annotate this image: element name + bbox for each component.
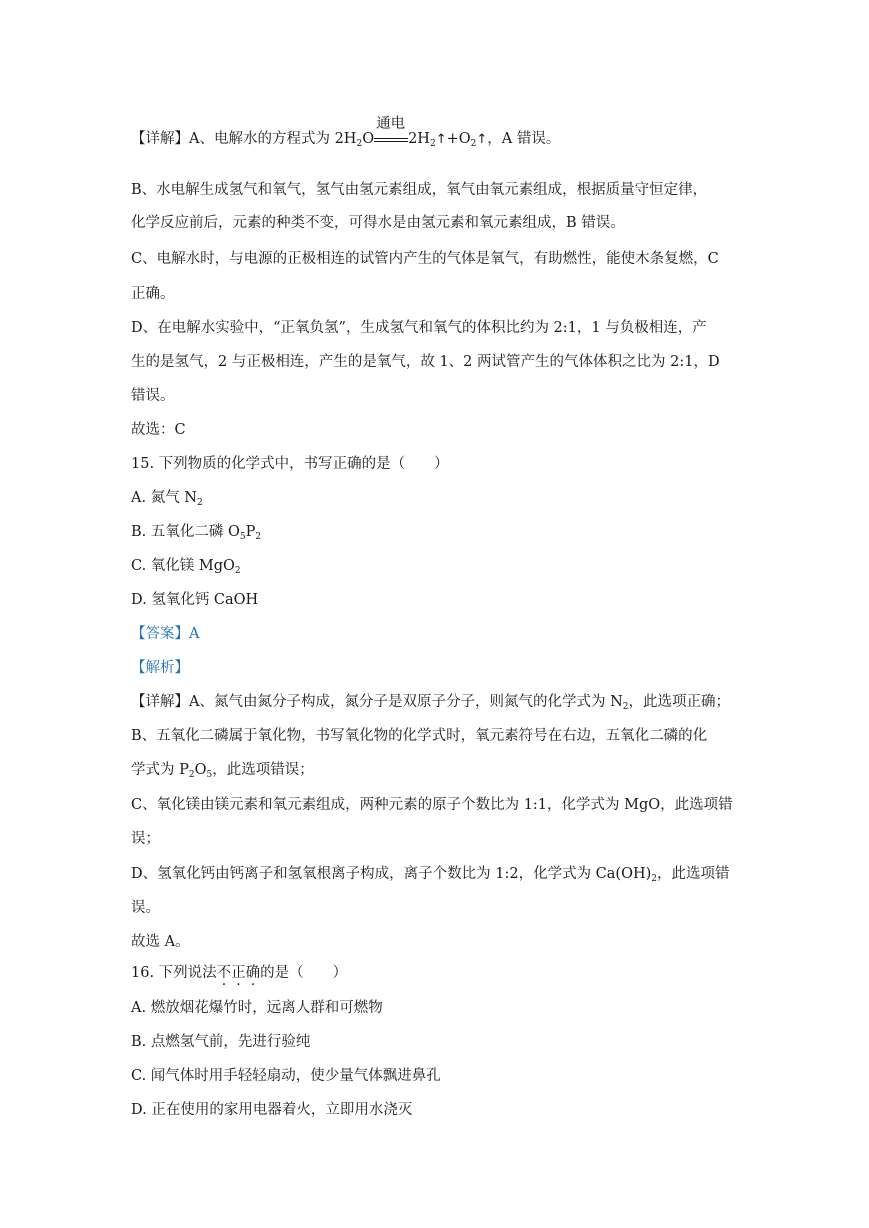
q15-explanation-c-line-1: C、氧化镁由镁元素和氧元素组成，两种元素的原子个数比为 1:1，化学式为 MgO，此选项错 xyxy=(131,797,733,813)
emphasis-dot: 正 xyxy=(231,965,246,981)
emphasis-dot: 确 xyxy=(245,965,261,981)
q16-option-d: D. 正在使用的家用电器着火，立即用水浇灭 xyxy=(131,1102,413,1118)
q15-answer: 【答案】A xyxy=(131,626,200,642)
q15-option-d: D. 氢氧化钙 CaOH xyxy=(131,592,259,608)
reaction-condition: 通电 xyxy=(374,129,408,149)
equals-bar xyxy=(374,138,408,142)
q15-option-a: A. 氮气 $N_2$ xyxy=(131,490,203,508)
q15-explanation-d-line-2: 误。 xyxy=(131,900,160,916)
q14-option-b-line-2: 化学反应前后，元素的种类不变，可得水是由氢元素和氧元素组成，B 错误。 xyxy=(131,215,625,231)
q16-option-c: C. 闻气体时用手轻轻扇动，使少量气体飘进鼻孔 xyxy=(131,1068,441,1084)
q14-option-c-line-2: 正确。 xyxy=(131,286,175,302)
q15-explanation-d-line-1: D、氢氧化钙由钙离子和氢氧根离子构成，离子个数比为 1:2，化学式为 $Ca(OH)_2$，此选项错 xyxy=(131,866,730,884)
gas-arrow-icon: ↑ xyxy=(435,132,447,147)
q15-stem: 15. 下列物质的化学式中，书写正确的是（ ） xyxy=(131,456,449,472)
q15-choice: 故选 A。 xyxy=(131,934,190,950)
q15-explanation-a: 【详解】A、氮气由氮分子构成，氮分子是双原子分子，则氮气的化学式为 $N_2$，此选项正确； xyxy=(131,694,730,712)
q15-explanation-b-line-2: 学式为 $P_2O_5$，此选项错误； xyxy=(131,762,314,780)
q15-option-b: B. 五氧化二磷 $O_5P_2$ xyxy=(131,524,262,542)
q16-option-a: A. 燃放烟花爆竹时，远离人群和可燃物 xyxy=(131,1000,383,1016)
q14-choice: 故选：C xyxy=(131,422,186,438)
q14-option-c-line-1: C、电解水时，与电源的正极相连的试管内产生的气体是氧气，有助燃性，能使木条复燃，C xyxy=(131,251,719,267)
q14-option-a-explanation: 【详解】A、电解水的方程式为 $2H_2O$ 通电 $2H_2↑+O_2↑$，A 错误。 xyxy=(131,116,561,149)
q15-explanation-b-line-1: B、五氧化二磷属于氧化物，书写氧化物的化学式时，氧元素符号在右边，五氧化二磷的化 xyxy=(131,728,708,744)
q15-explanation-c-line-2: 误； xyxy=(131,831,160,847)
q15-option-c: C. 氧化镁 MgO$_2$ xyxy=(131,558,241,576)
q14-option-d-line-3: 错误。 xyxy=(131,388,175,404)
q15-analysis-label: 【解析】 xyxy=(131,660,189,676)
q14-option-d-line-1: D、在电解水实验中，“正氧负氢”，生成氢气和氧气的体积比约为 2:1，1 与负极相连，产 xyxy=(131,320,707,336)
emphasis-dot: 不 xyxy=(216,965,232,981)
detail-label: 【详解】 xyxy=(131,131,189,147)
gas-arrow-icon: ↑ xyxy=(476,132,488,147)
q14-option-d-line-2: 生的是氢气，2 与正极相连，产生的是氧气，故 1、2 两试管产生的气体体积之比为 2:1，D xyxy=(131,354,720,370)
q16-stem: 16. 下列说法不正确的是（ ） xyxy=(131,965,348,981)
q16-option-b: B. 点燃氢气前，先进行验纯 xyxy=(131,1034,311,1050)
q14-option-b-line-1: B、水电解生成氢气和氧气，氢气由氢元素组成，氧气由氧元素组成，根据质量守恒定律， xyxy=(131,182,708,198)
